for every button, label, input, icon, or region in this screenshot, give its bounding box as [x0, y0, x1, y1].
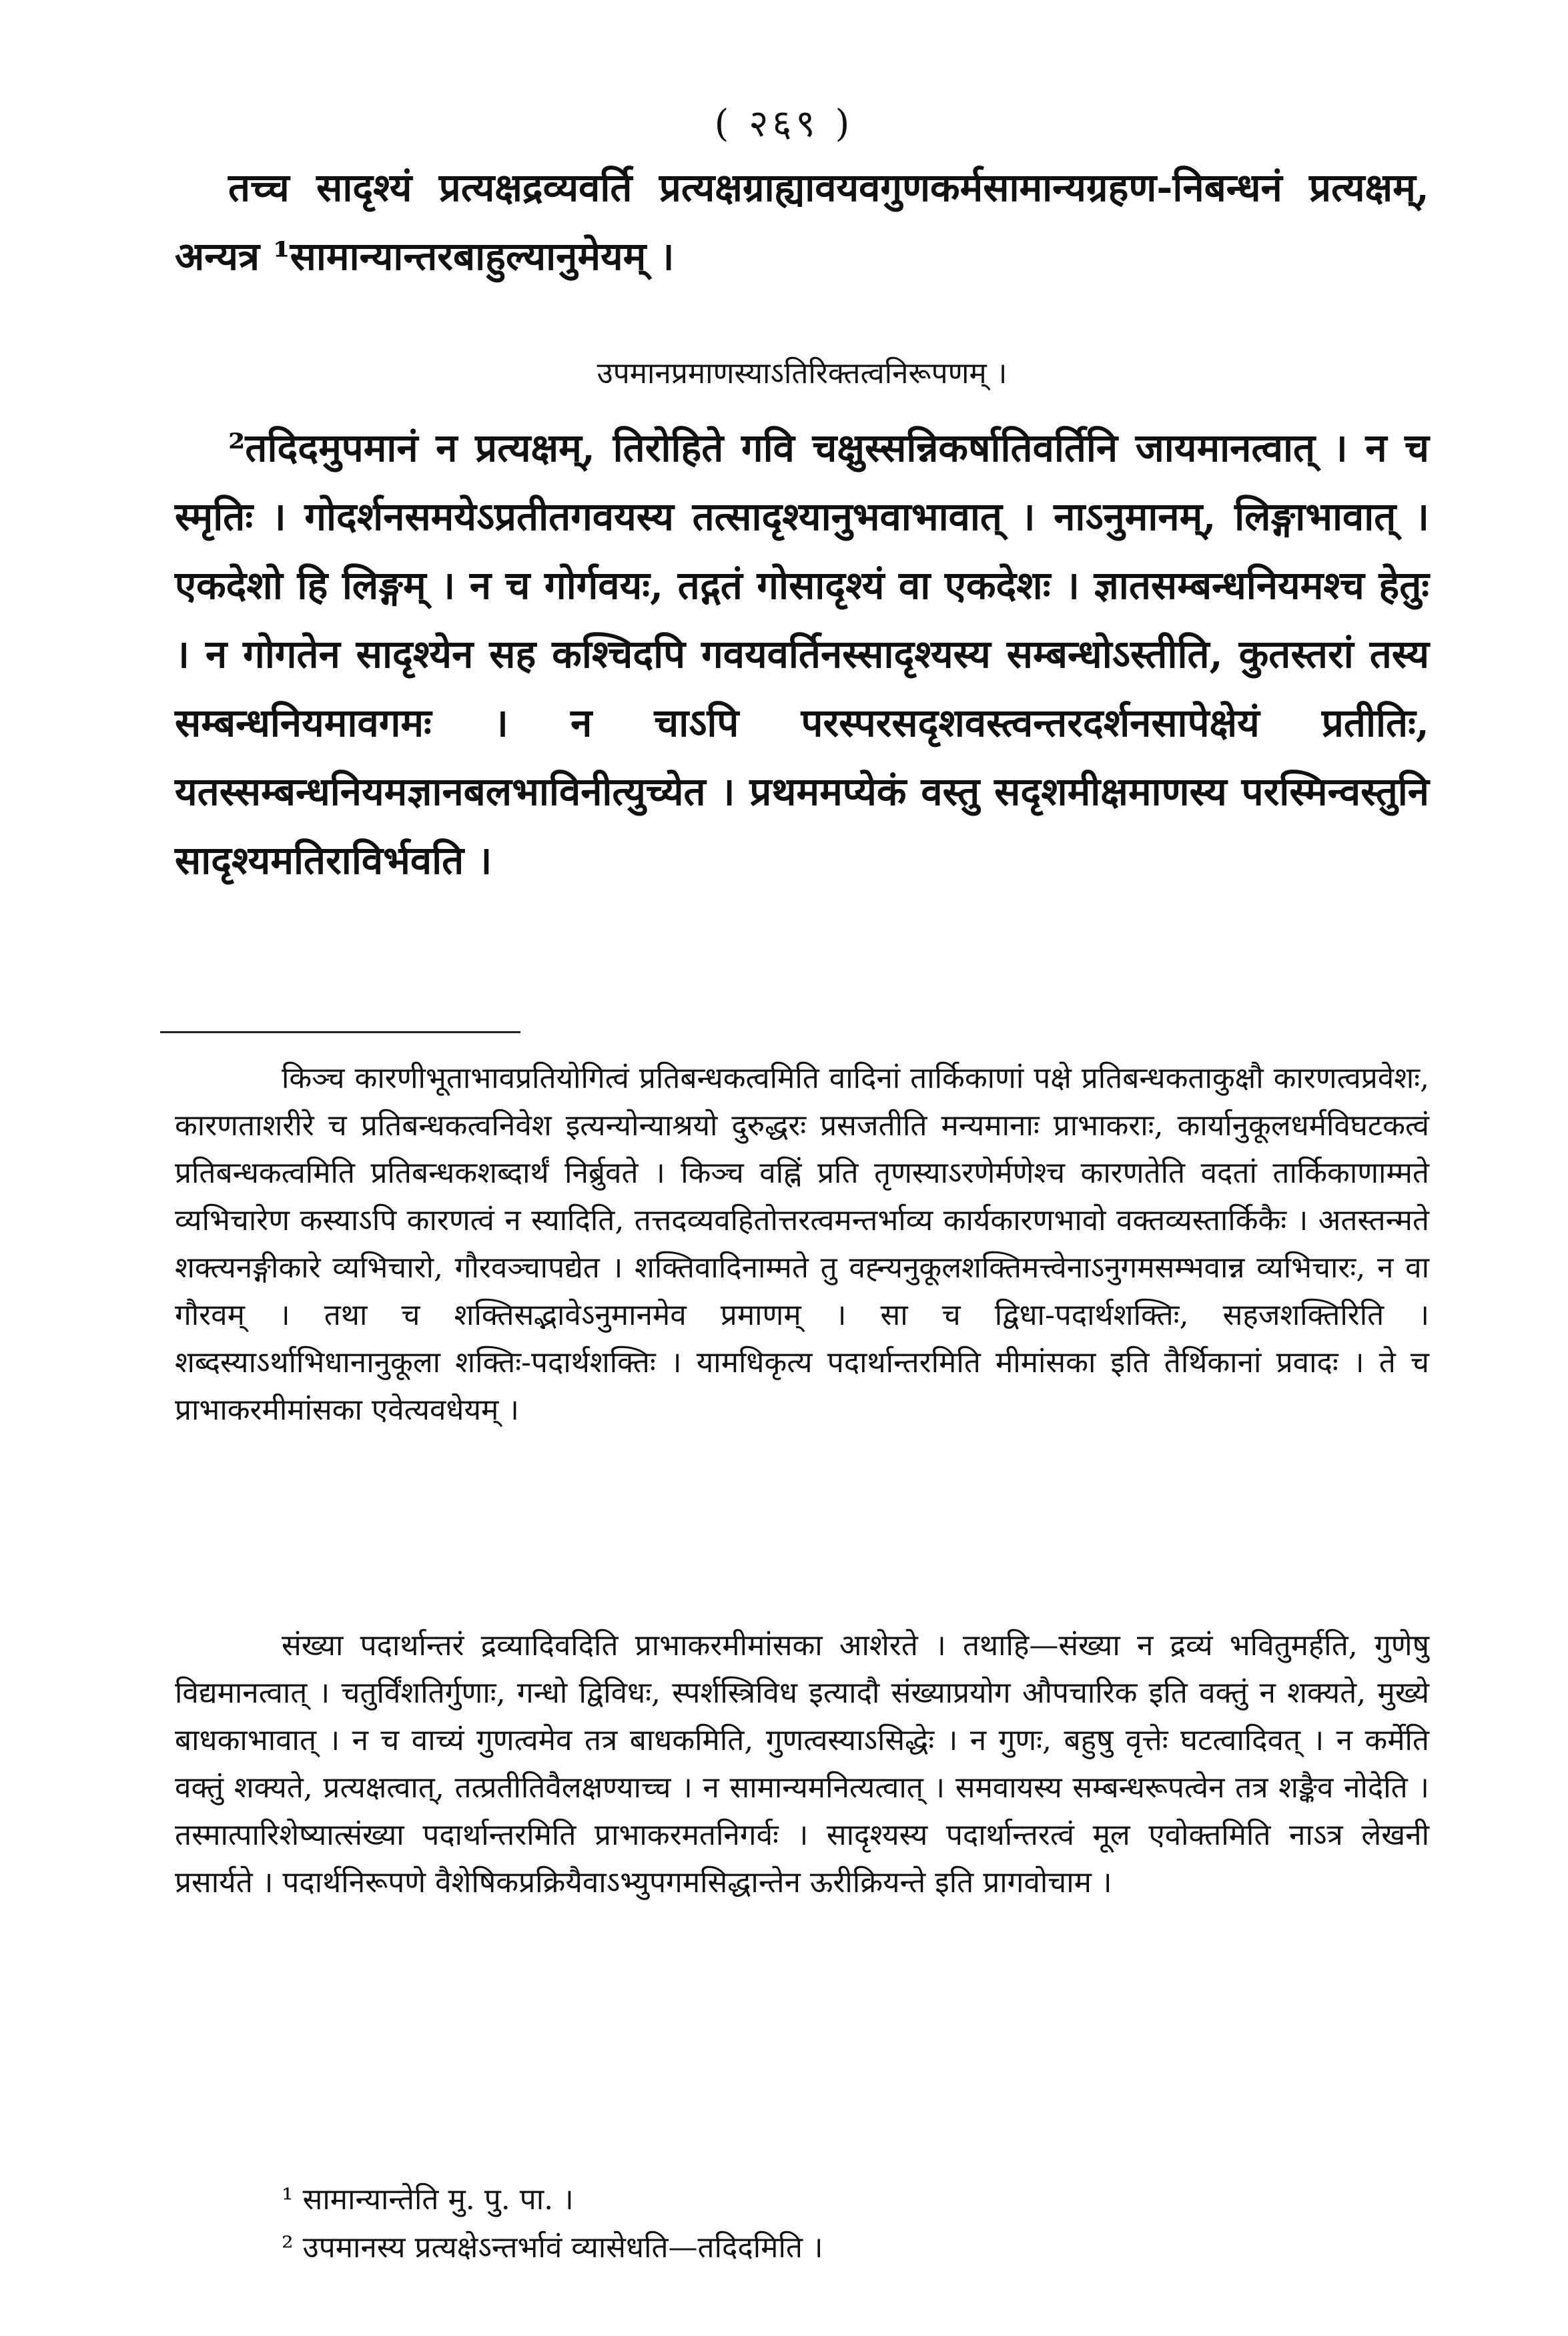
note-1-text: किञ्च कारणीभूताभावप्रतियोगित्वं प्रतिबन्धकत्वमिति वादिनां तार्किकाणां पक्षे प्रतिबन्धकताकुक्षौ कारणत्वप्रवेशः, कारणताशरीरे च प्रतिबन्धकत्वनिवेश इत्यन्योन्याश्रयो दुरुद्धरः प्रसजतीति मन्यमानाः प्राभाकराः, कार्यानुकूलधर्मविघटकत्वं प्रतिबन्धकत्वमिति प्रतिबन्धकशब्दार्थं निर्ब्रुवते । किञ्च वह्निं प्रति तृणस्याऽरणेर्मणेश्च कारणतेति वदतां तार्किकाणाम्मते व्यभिचारेण कस्याऽपि कारणत्वं न स्यादिति, तत्तदव्यवहितोत्तरत्वमन्तर्भाव्य कार्यकारणभावो वक्तव्यस्तार्किकैः । अतस्तन्मते शक्त्यनङ्गीकारे व्यभिचारो, गौरवञ्चापद्येत । शक्तिवादिनाम्मते तु वह्न्यनुकूलशक्तिमत्त्वेनाऽनुगमसम्भवान्न व्यभिचारः, न वा गौरवम् । तथा च शक्तिसद्भावेऽनुमानमेव प्रमाणम् । सा च द्विधा-पदार्थशक्तिः, सहजशक्तिरिति । शब्दस्याऽर्थाभिधानानुकूला शक्तिः-पदार्थशक्तिः । यामधिकृत्य पदार्थान्तरमिति मीमांसका इति तैर्थिकानां प्रवादः । ते च प्राभाकरमीमांसका एवेत्यवधेयम् । — [175, 1061, 1429, 1427]
note-block-2 — [175, 1622, 1429, 1906]
footnote-1: ¹ सामान्यान्तेति मु. पु. पा. । — [282, 2182, 574, 2217]
footnote-divider — [160, 1031, 520, 1033]
main-paragraph-2 — [175, 414, 1429, 895]
page-number: ( २६९ ) — [714, 102, 854, 145]
note-2-text: संख्या पदार्थान्तरं द्रव्यादिवदिति प्राभाकरमीमांसका आशेरते । तथाहि—संख्या न द्रव्यं भवितुमर्हति, गुणेषु विद्यमानत्वात् । चतुर्विंशतिर्गुणाः, गन्धो द्विविधः, स्पर्शस्त्रिविध इत्यादौ संख्याप्रयोग औपचारिक इति वक्तुं न शक्यते, मुख्ये बाधकाभावात् । न च वाच्यं गुणत्वमेव तत्र बाधकमिति, गुणत्वस्याऽसिद्धेः । न गुणः, बहुषु वृत्तेः घटत्वादिवत् । न कर्मेति वक्तुं शक्यते, प्रत्यक्षत्वात्, तत्प्रतीतिवैलक्षण्याच्च । न सामान्यमनित्यत्वात् । समवायस्य सम्बन्धरूपत्वेन तत्र शङ्कैव नोदेति । तस्मात्पारिशेष्यात्संख्या पदार्थान्तरमिति प्राभाकरमतनिगर्वः । सादृश्यस्य पदार्थान्तरत्वं मूल एवोक्तमिति नाऽत्र लेखनी प्रसार्यते । पदार्थनिरूपणे वैशेषिकप्रक्रियैवाऽभ्युपगमसिद्धान्तेन ऊरीक्रियन्ते इति प्रागवोचाम । — [175, 1629, 1429, 1900]
note-block-1 — [175, 1055, 1429, 1434]
footnote-2: ² उपमानस्य प्रत्यक्षेऽन्तर्भावं व्यासेधति—तदिदमिति । — [282, 2231, 823, 2265]
main-paragraph-1 — [175, 154, 1429, 291]
section-subheading: उपमानप्रमाणस्याऽतिरिक्तत्वनिरूपणम् । — [597, 356, 1008, 390]
para-2-text: ²तदिदमुपमानं न प्रत्यक्षम्, तिरोहिते गवि चक्षुस्सन्निकर्षातिवर्तिनि जायमानत्वात् । न च स्मृतिः । गोदर्शनसमयेऽप्रतीतगवयस्य तत्सादृश्यानुभवाभावात् । नाऽनुमानम्, लिङ्गाभावात् । एकदेशो हि लिङ्गम् । न च गोर्गवयः, तद्गतं गोसादृश्यं वा एकदेशः । ज्ञातसम्बन्धनियमश्च हेतुः । न गोगतेन सादृश्येन सह कश्चिदपि गवयवर्तिनस्सादृश्यस्य सम्बन्धोऽस्तीति, कुतस्तरां तस्य सम्बन्धनियमावगमः । न चाऽपि परस्परसदृशवस्त्वन्तरदर्शनसापेक्षेयं प्रतीतिः, यतस्सम्बन्धनियमज्ञानबलभाविनीत्युच्येत । प्रथममप्येकं वस्तु सदृशमीक्षमाणस्य परस्मिन्वस्तुनि सादृश्यमतिराविर्भवति । — [175, 425, 1429, 883]
footnotes — [175, 2176, 1429, 2272]
para-1-text: तच्च सादृश्यं प्रत्यक्षद्रव्यवर्ति प्रत्यक्षग्राह्यावयवगुणकर्मसामान्यग्रहण-निबन्धनं प्रत्यक्षम्, अन्यत्र ¹सामान्यान्तरबाहुल्यानुमेयम् । — [175, 165, 1429, 279]
